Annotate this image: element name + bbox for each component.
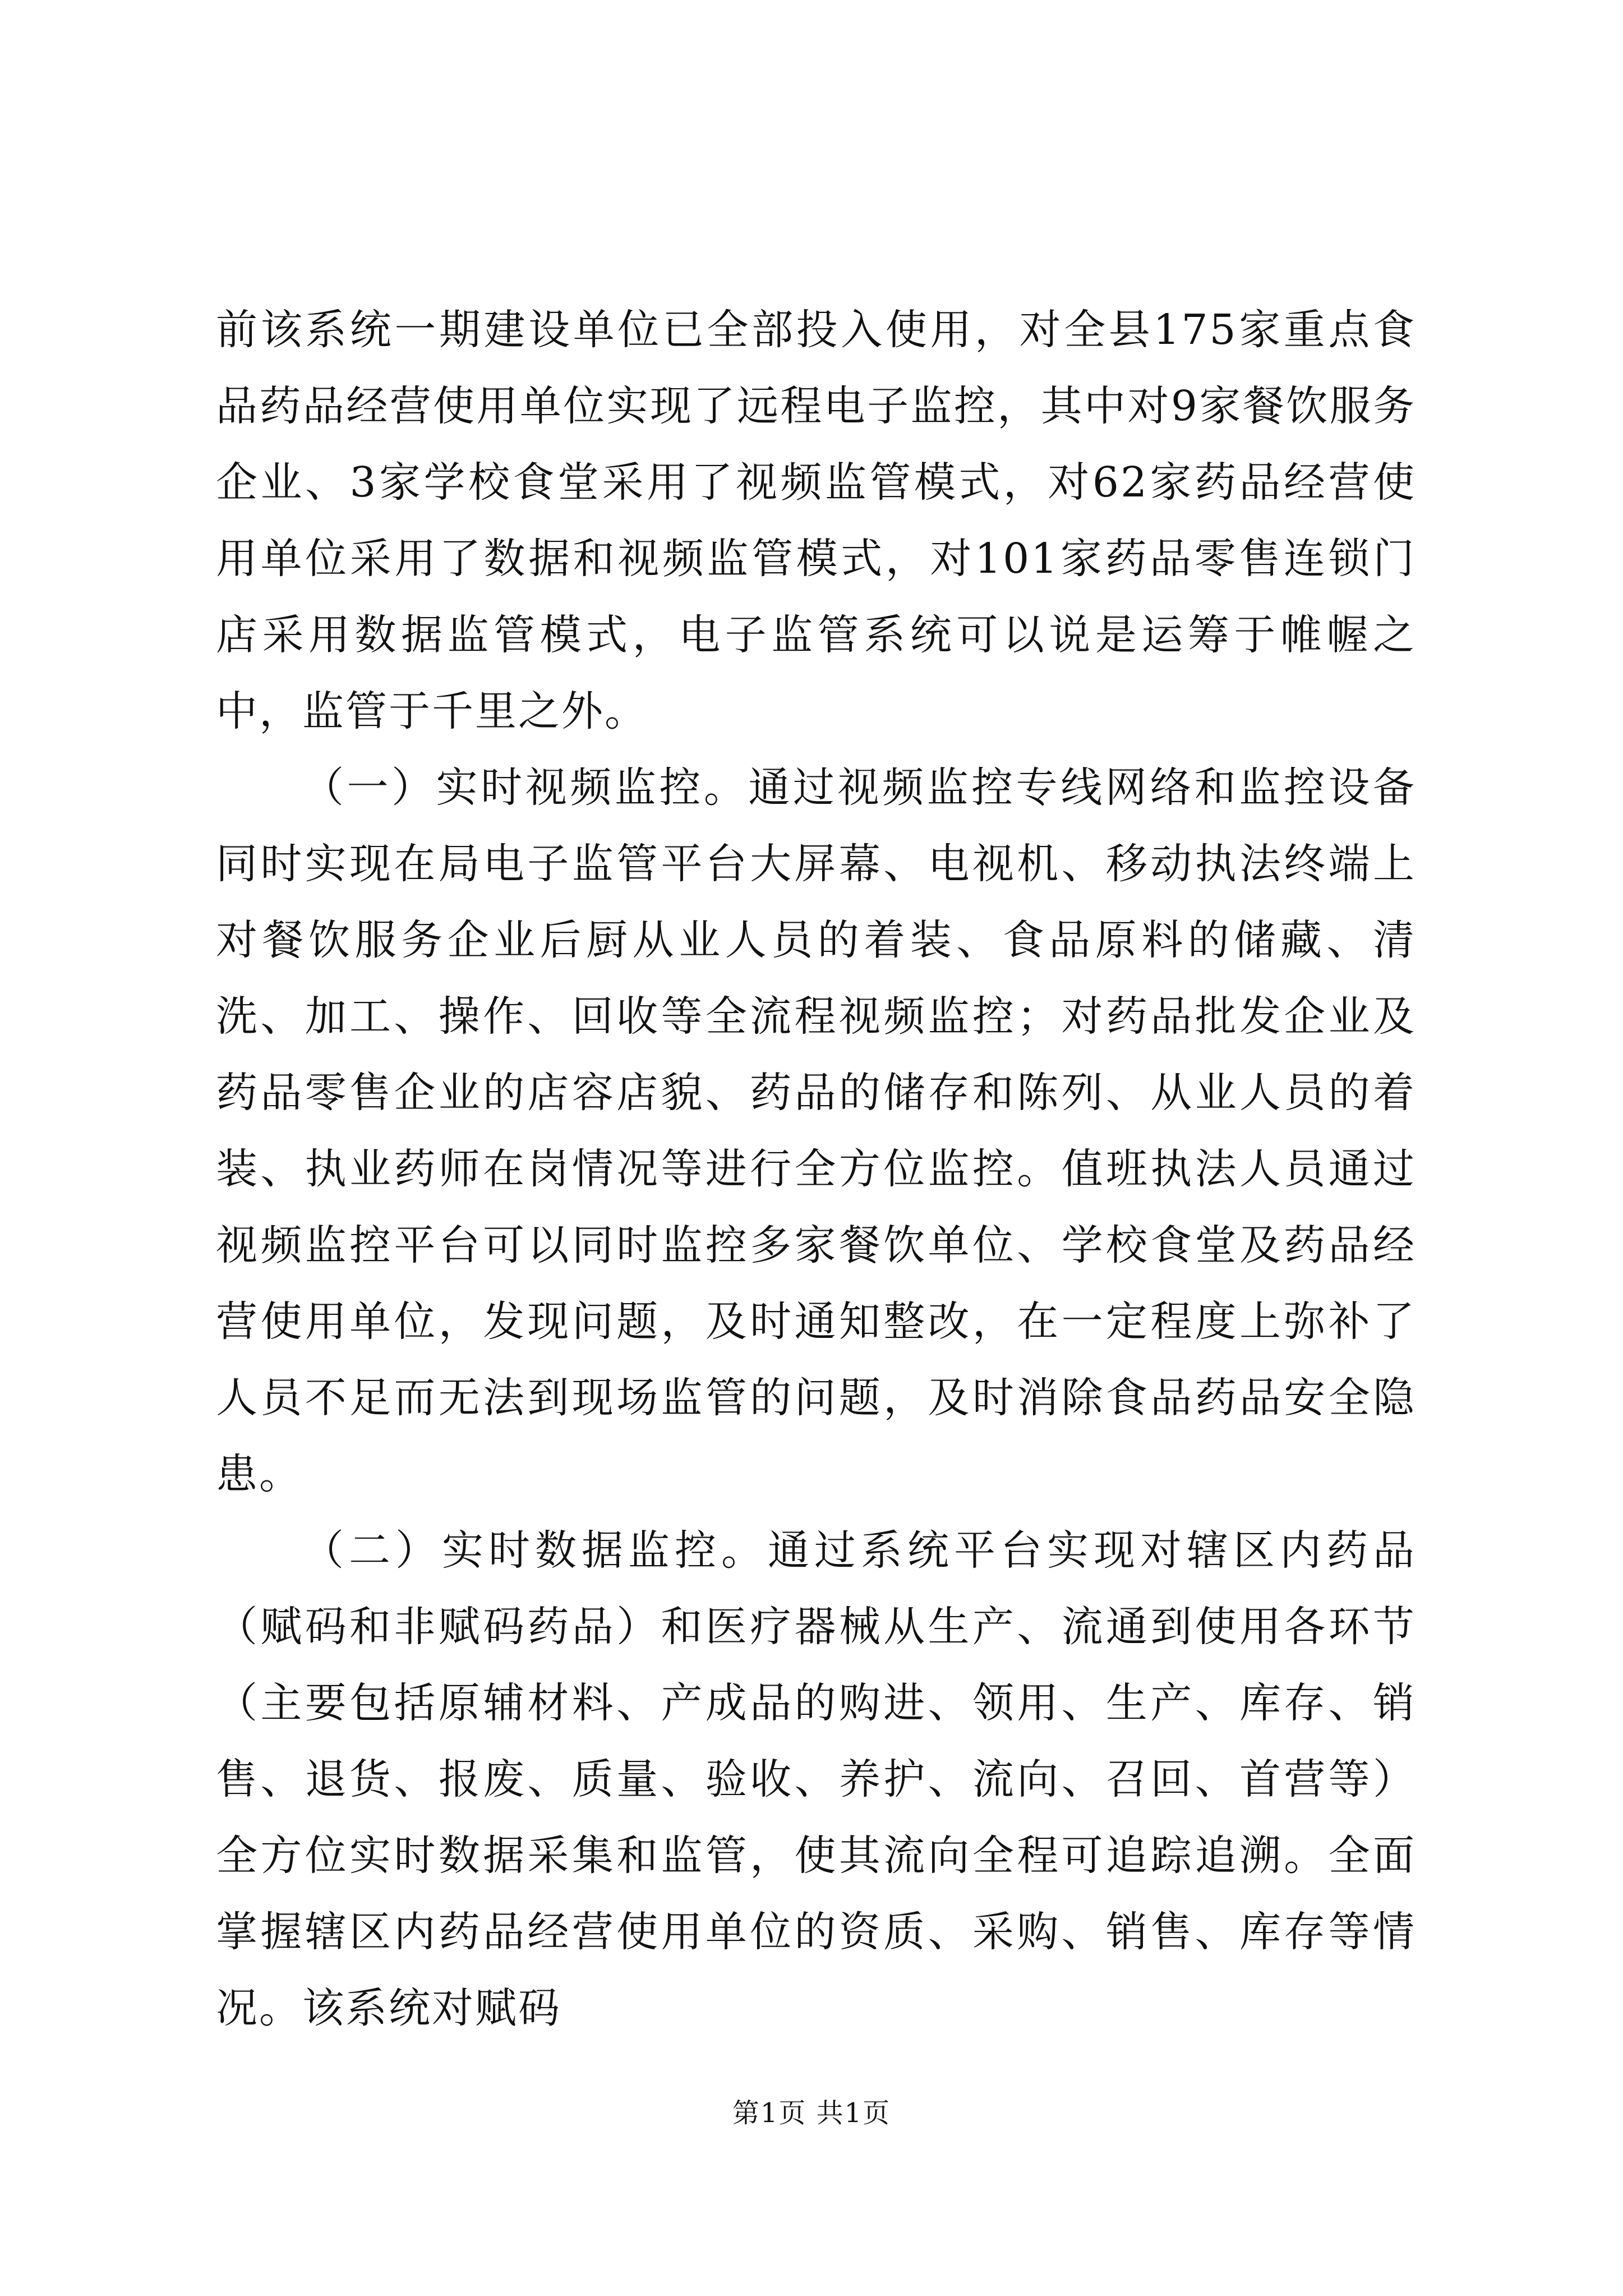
- paragraph-intro: 前该系统一期建设单位已全部投入使用，对全县175家重点食品药品经营使用单位实现了远程电子监控，其中对9家餐饮服务企业、3家学校食堂采用了视频监管模式，对62家药品经营使用单位采用了数据和视频监管模式，对101家药品零售连锁门店采用数据监管模式，电子监管系统可以说是运筹于帷幄之中，监管于千里之外。: [216, 306, 1416, 735]
- paragraph-video-monitoring: （一）实时视频监控。通过视频监控专线网络和监控设备同时实现在局电子监管平台大屏幕、电视机、移动执法终端上对餐饮服务企业后厨从业人员的着装、食品原料的储藏、清洗、加工、操作、回收等全流程视频监控；对药品批发企业及药品零售企业的店容店貌、药品的储存和陈列、从业人员的着装、执业药师在岗情况等进行全方位监控。值班执法人员通过视频监控平台可以同时监控多家餐饮单位、学校食堂及药品经营使用单位，发现问题，及时通知整改，在一定程度上弥补了人员不足而无法到现场监管的问题，及时消除食品药品安全隐患。: [216, 763, 1416, 1498]
- paragraph-data-monitoring: （二）实时数据监控。通过系统平台实现对辖区内药品（赋码和非赋码药品）和医疗器械从生产、流通到使用各环节（主要包括原辅材料、产成品的购进、领用、生产、库存、销售、退货、报废、质量、验收、养护、流向、召回、首营等）全方位实时数据采集和监管，使其流向全程可追踪追溯。全面掌握辖区内药品经营使用单位的资质、采购、销售、库存等情况。该系统对赋码: [216, 1526, 1416, 2032]
- page-footer: 第1页 共1页: [732, 2097, 891, 2129]
- document-body: [216, 292, 1416, 2046]
